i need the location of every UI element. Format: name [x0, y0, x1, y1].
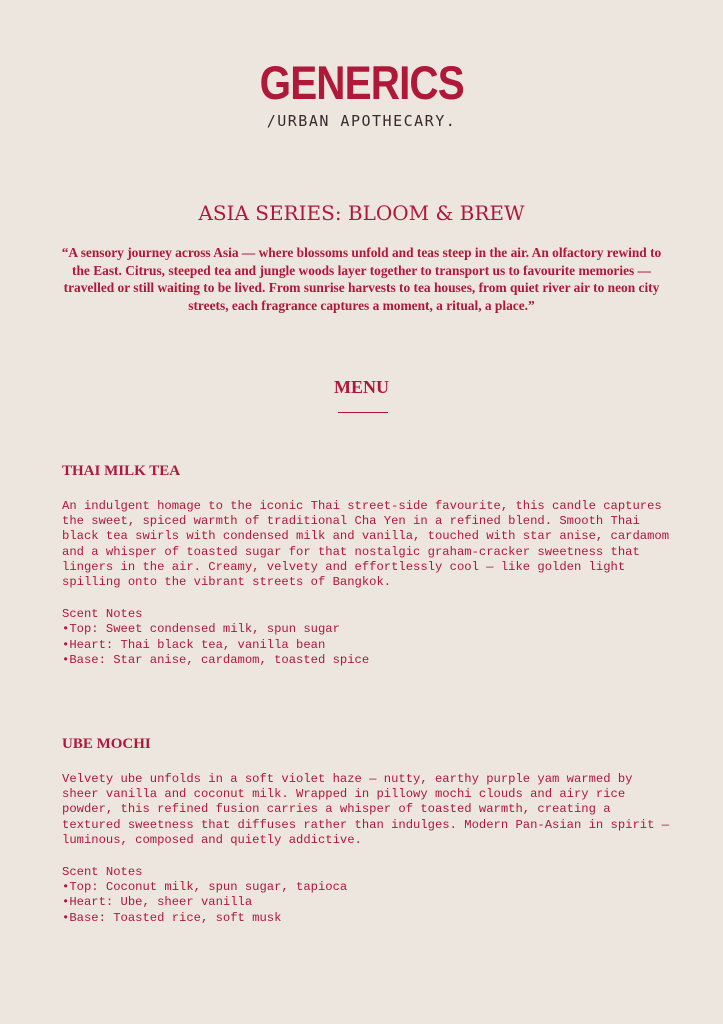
- menu-divider: [338, 412, 388, 413]
- brand-logo: GENERICS: [259, 56, 464, 109]
- item-description: An indulgent homage to the iconic Thai street-side favourite, this candle captures the sweet, spiced warmth of traditional Cha Yen in a refined blend. Smooth Thai black tea swirls with condensed milk and vanilla, touched with star anise, cardamom and a whisper of toasted sugar for that nostalgic graham-cracker sweetness that lingers in the air. Creamy, velvety and effortlessly cool — like golden light spilling onto the vibrant streets of Bangkok.: [62, 499, 670, 590]
- series-quote: “A sensory journey across Asia — where blossoms unfold and teas steep in the air. An olfactory rewind to the East. Citrus, steeped tea and jungle woods layer together to transport us to favourite memories — travelled or still waiting to be lived. From sunrise harvests to tea houses, from quiet river air to neon city streets, each fragrance captures a moment, a ritual, a place.”: [61, 245, 662, 313]
- scent-notes: [62, 607, 670, 668]
- menu-item-thai-milk-tea: [62, 461, 670, 668]
- scent-note-heart: • Heart: Ube, sheer vanilla: [62, 895, 670, 910]
- scent-notes-list: [62, 880, 670, 926]
- scent-note-base: • Base: Star anise, cardamom, toasted spice: [62, 653, 670, 668]
- scent-note-base: • Base: Toasted rice, soft musk: [62, 911, 670, 926]
- brand-tagline: /URBAN APOTHECARY.: [266, 112, 457, 130]
- scent-note-top: • Top: Sweet condensed milk, spun sugar: [62, 622, 670, 637]
- item-title: UBE MOCHI: [62, 736, 151, 752]
- menu-item-ube-mochi: [62, 734, 670, 926]
- item-description: Velvety ube unfolds in a soft violet haze — nutty, earthy purple yam warmed by sheer vanilla and coconut milk. Wrapped in pillowy mochi clouds and airy rice powder, this refined fusion carries a whisper of toasted warmth, creating a textured sweetness that diffuses rather than indulges. Modern Pan-Asian in spirit — luminous, composed and quietly addictive.: [62, 772, 670, 847]
- menu-heading: MENU: [334, 377, 389, 397]
- scent-notes-list: [62, 622, 670, 668]
- item-title: THAI MILK TEA: [62, 463, 181, 479]
- scent-note-top: • Top: Coconut milk, spun sugar, tapioca: [62, 880, 670, 895]
- scent-notes-label: Scent Notes: [62, 865, 143, 880]
- scent-note-heart: • Heart: Thai black tea, vanilla bean: [62, 638, 670, 653]
- series-title: ASIA SERIES: BLOOM & BREW: [198, 201, 525, 225]
- scent-notes: [62, 865, 670, 926]
- brand-header: [0, 56, 723, 130]
- scent-notes-label: Scent Notes: [62, 607, 143, 622]
